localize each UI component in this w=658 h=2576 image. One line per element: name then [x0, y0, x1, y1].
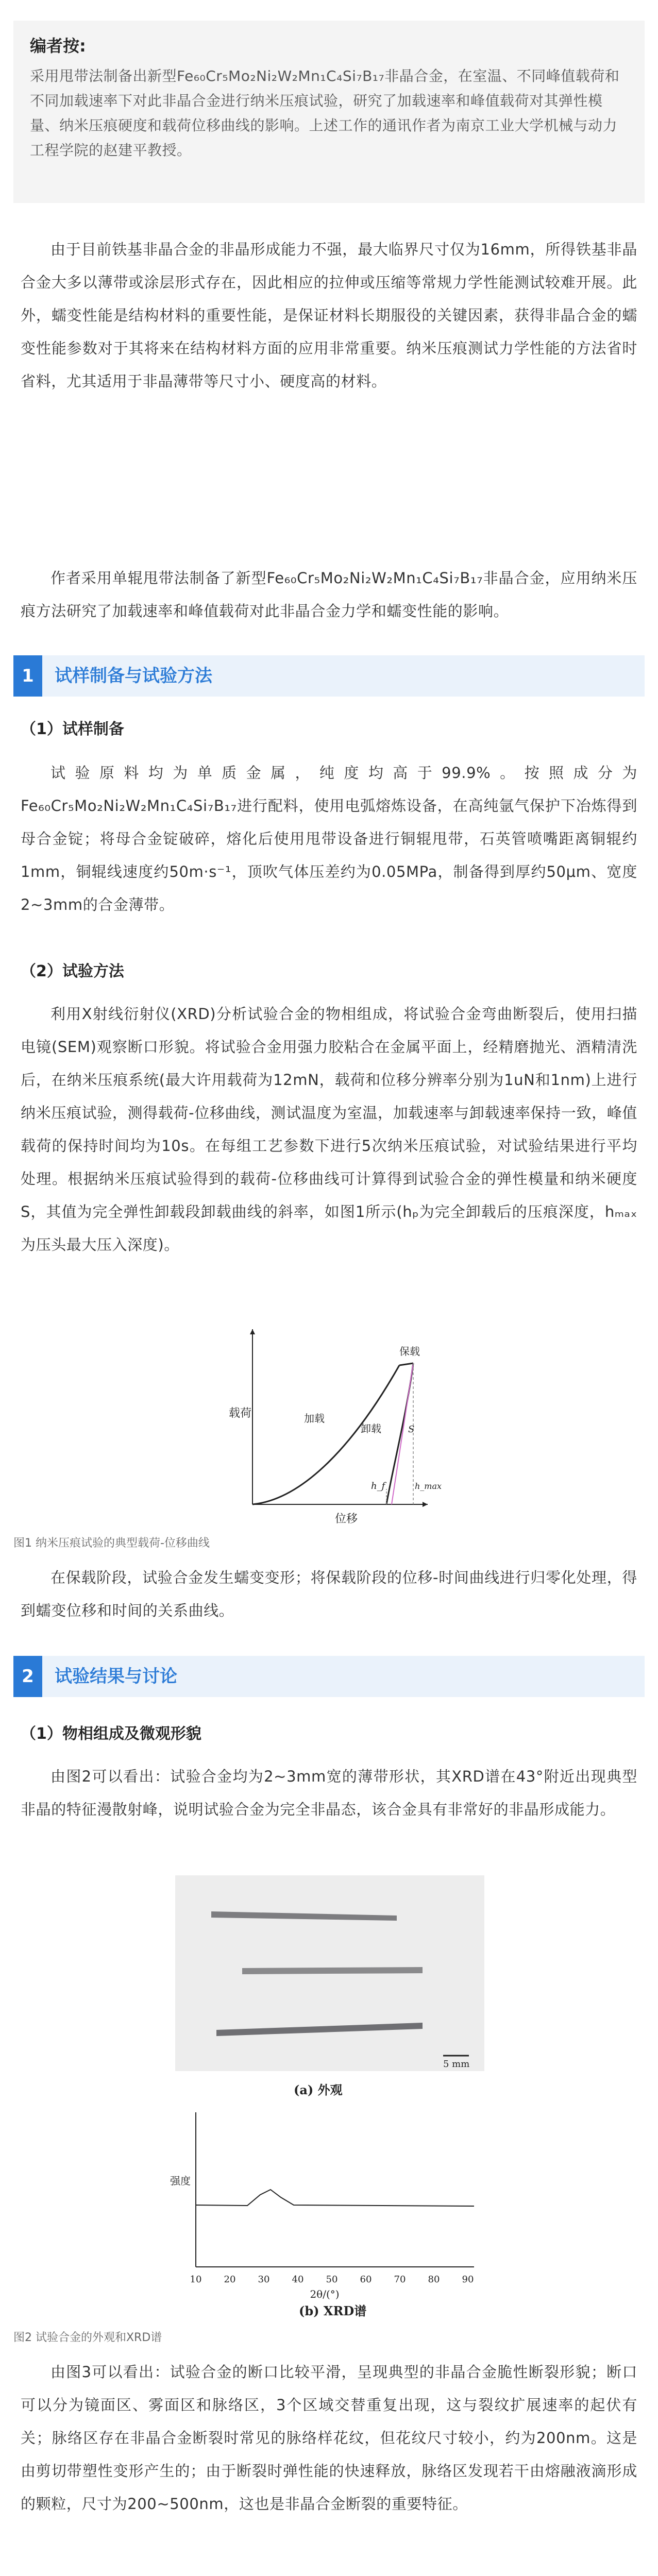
- editor-note: [13, 21, 645, 203]
- figure-1-ylabel: 载荷: [229, 1407, 252, 1420]
- figure-1-caption: 图1 纳米压痕试验的典型载荷-位移曲线: [13, 1537, 210, 1550]
- figure-1-load-displacement: [222, 1319, 442, 1526]
- figure-2-xtick: 60: [360, 2274, 372, 2285]
- figure-2-xtick: 30: [258, 2274, 270, 2285]
- figure-2-scale: 5 mm: [443, 2059, 470, 2070]
- figure-1-hold-label: 保载: [399, 1345, 420, 1358]
- figure-2-xtick: 40: [292, 2274, 304, 2285]
- figure-2-svg: [155, 1875, 505, 2318]
- figure-1-svg: [222, 1319, 442, 1526]
- figure-2-xtick: 90: [462, 2274, 474, 2285]
- section-number: 1: [13, 655, 42, 697]
- editor-note-text: 采用甩带法制备出新型Fe₆₀Cr₅Mo₂Ni₂W₂Mn₁C₄Si₇B₁₇非晶合金，在室温、不同峰值载荷和不同加载速率下对此非晶合金进行纳米压痕试验，研究了加载速率和峰值载荷对其弹性模量、纳米压痕硬度和载荷位移曲线的影响。上述工作的通讯作者为南京工业大学机械与动力工程学院的赵建平教授。: [30, 67, 620, 159]
- intro-paragraph-2: 作者采用单辊甩带法制备了新型Fe₆₀Cr₅Mo₂Ni₂W₂Mn₁C₄Si₇B₁₇非晶合金，应用纳米压痕方法研究了加载速率和峰值载荷对此非晶合金力学和蠕变性能的影响。: [21, 569, 637, 620]
- figure-2-xtick: 10: [190, 2274, 202, 2285]
- figure-2a-label: (a) 外观: [294, 2082, 343, 2097]
- figure-1-xlabel: 位移: [335, 1513, 358, 1526]
- section-heading-2: [13, 1656, 645, 1697]
- figure-1-hmax-label: h_max: [415, 1481, 442, 1491]
- figure-2-caption: 图2 试验合金的外观和XRD谱: [13, 2331, 162, 2344]
- figure-2-appearance-xrd: [155, 1875, 505, 2318]
- figure-2b-label: (b) XRD谱: [299, 2303, 367, 2318]
- method-paragraph: 利用X射线衍射仪(XRD)分析试验合金的物相组成，将试验合金弯曲断裂后，使用扫描电镜(SEM)观察断口形貌。将试验合金用强力胶粘合在金属平面上，经精磨抛光、酒精清洗后，在纳米压痕系统(最大许用载荷为12mN，载荷和位移分辨率分别为1uN和1nm)上进行纳米压痕试验，测得载荷-位移曲线，测试温度为室温，加载速率与卸载速率保持一致，峰值载荷的保持时间均为10s。在每组工艺参数下进行5次纳米压痕试验，对试验结果进行平均处理。根据纳米压痕试验得到的载荷-位移曲线可计算得到试验合金的弹性模量和纳米硬度S，其值为完全弹性卸载段卸载曲线的斜率，如图1所示(hₚ为完全卸载后的压痕深度，hₘₐₓ为压头最大压入深度)。: [21, 1005, 637, 1253]
- figure-2-xtick: 20: [224, 2274, 236, 2285]
- section-number: 2: [13, 1656, 42, 1697]
- figure-1-unload-label: 卸载: [361, 1422, 381, 1435]
- figure-2-ylabel: 强度: [170, 2175, 191, 2187]
- figure-2-xtick: 80: [428, 2274, 440, 2285]
- phase-paragraph: 由图2可以看出：试验合金均为2~3mm宽的薄带形状，其XRD谱在43°附近出现典型非晶的特征漫散射峰，说明试验合金为完全非晶态，该合金具有非常好的非晶形成能力。: [21, 1768, 637, 1818]
- xrd-curve: [196, 2190, 474, 2206]
- section-title: 试验结果与讨论: [55, 1666, 177, 1687]
- section-heading-1: [13, 655, 645, 697]
- figure-1-load-label: 加载: [304, 1412, 325, 1425]
- figure-1-s-label: S: [408, 1424, 415, 1435]
- ribbon-sample-2: [242, 1967, 423, 1974]
- subsection-title: （2）试验方法: [21, 962, 124, 980]
- figure-2-xtick: 70: [394, 2274, 406, 2285]
- fracture-paragraph: 由图3可以看出：试验合金的断口比较平滑，呈现典型的非晶合金脆性断裂形貌；断口可以分为镜面区、雾面区和脉络区，3个区域交替重复出现，这与裂纹扩展速率的起伏有关；脉络区存在非晶合金断裂时常见的脉络样花纹，但花纹尺寸较小，约为200nm。这是由剪切带塑性变形产生的；由于断裂时弹性能的快速释放，脉络区发现若干由熔融液滴形成的颗粒，尺寸为200~500nm，这也是非晶合金断裂的重要特征。: [21, 2363, 637, 2513]
- intro-paragraph-1: 由于目前铁基非晶合金的非晶形成能力不强，最大临界尺寸仅为16mm，所得铁基非晶合金大多以薄带或涂层形式存在，因此相应的拉伸或压缩等常规力学性能测试较难开展。此外，蠕变性能是结构材料的重要性能，是保证材料长期服役的关键因素，获得非晶合金的蠕变性能参数对于其将来在结构材料方面的应用非常重要。纳米压痕测试力学性能的方法省时省料，尤其适用于非晶薄带等尺寸小、硬度高的材料。: [21, 241, 637, 390]
- creep-paragraph: 在保载阶段，试验合金发生蠕变变形；将保载阶段的位移-时间曲线进行归零化处理，得到蠕变位移和时间的关系曲线。: [21, 1569, 637, 1619]
- figure-2-xtick: 50: [326, 2274, 338, 2285]
- figure-1-hf-label: h_f: [371, 1481, 385, 1492]
- subsection-title: （1）试样制备: [21, 720, 124, 738]
- section-title: 试样制备与试验方法: [55, 666, 212, 686]
- figure-2-xlabel: 2θ/(°): [310, 2288, 340, 2300]
- subsection-title: （1）物相组成及微观形貌: [21, 1725, 201, 1743]
- sample-prep-paragraph: 试验原料均为单质金属，纯度均高于99.9%。按照成分为Fe₆₀Cr₅Mo₂Ni₂W₂Mn₁C₄Si₇B₁₇进行配料，使用电弧熔炼设备，在高纯氩气保护下冶炼得到母合金锭；将母合金锭破碎，熔化后使用甩带设备进行铜辊甩带，石英管喷嘴距离铜辊约1mm，铜辊线速度约50m·s⁻¹，顶吹气体压差约为0.05MPa，制备得到厚约50μm、宽度2~3mm的合金薄带。: [21, 764, 637, 913]
- editor-note-title: 编者按:: [30, 36, 86, 56]
